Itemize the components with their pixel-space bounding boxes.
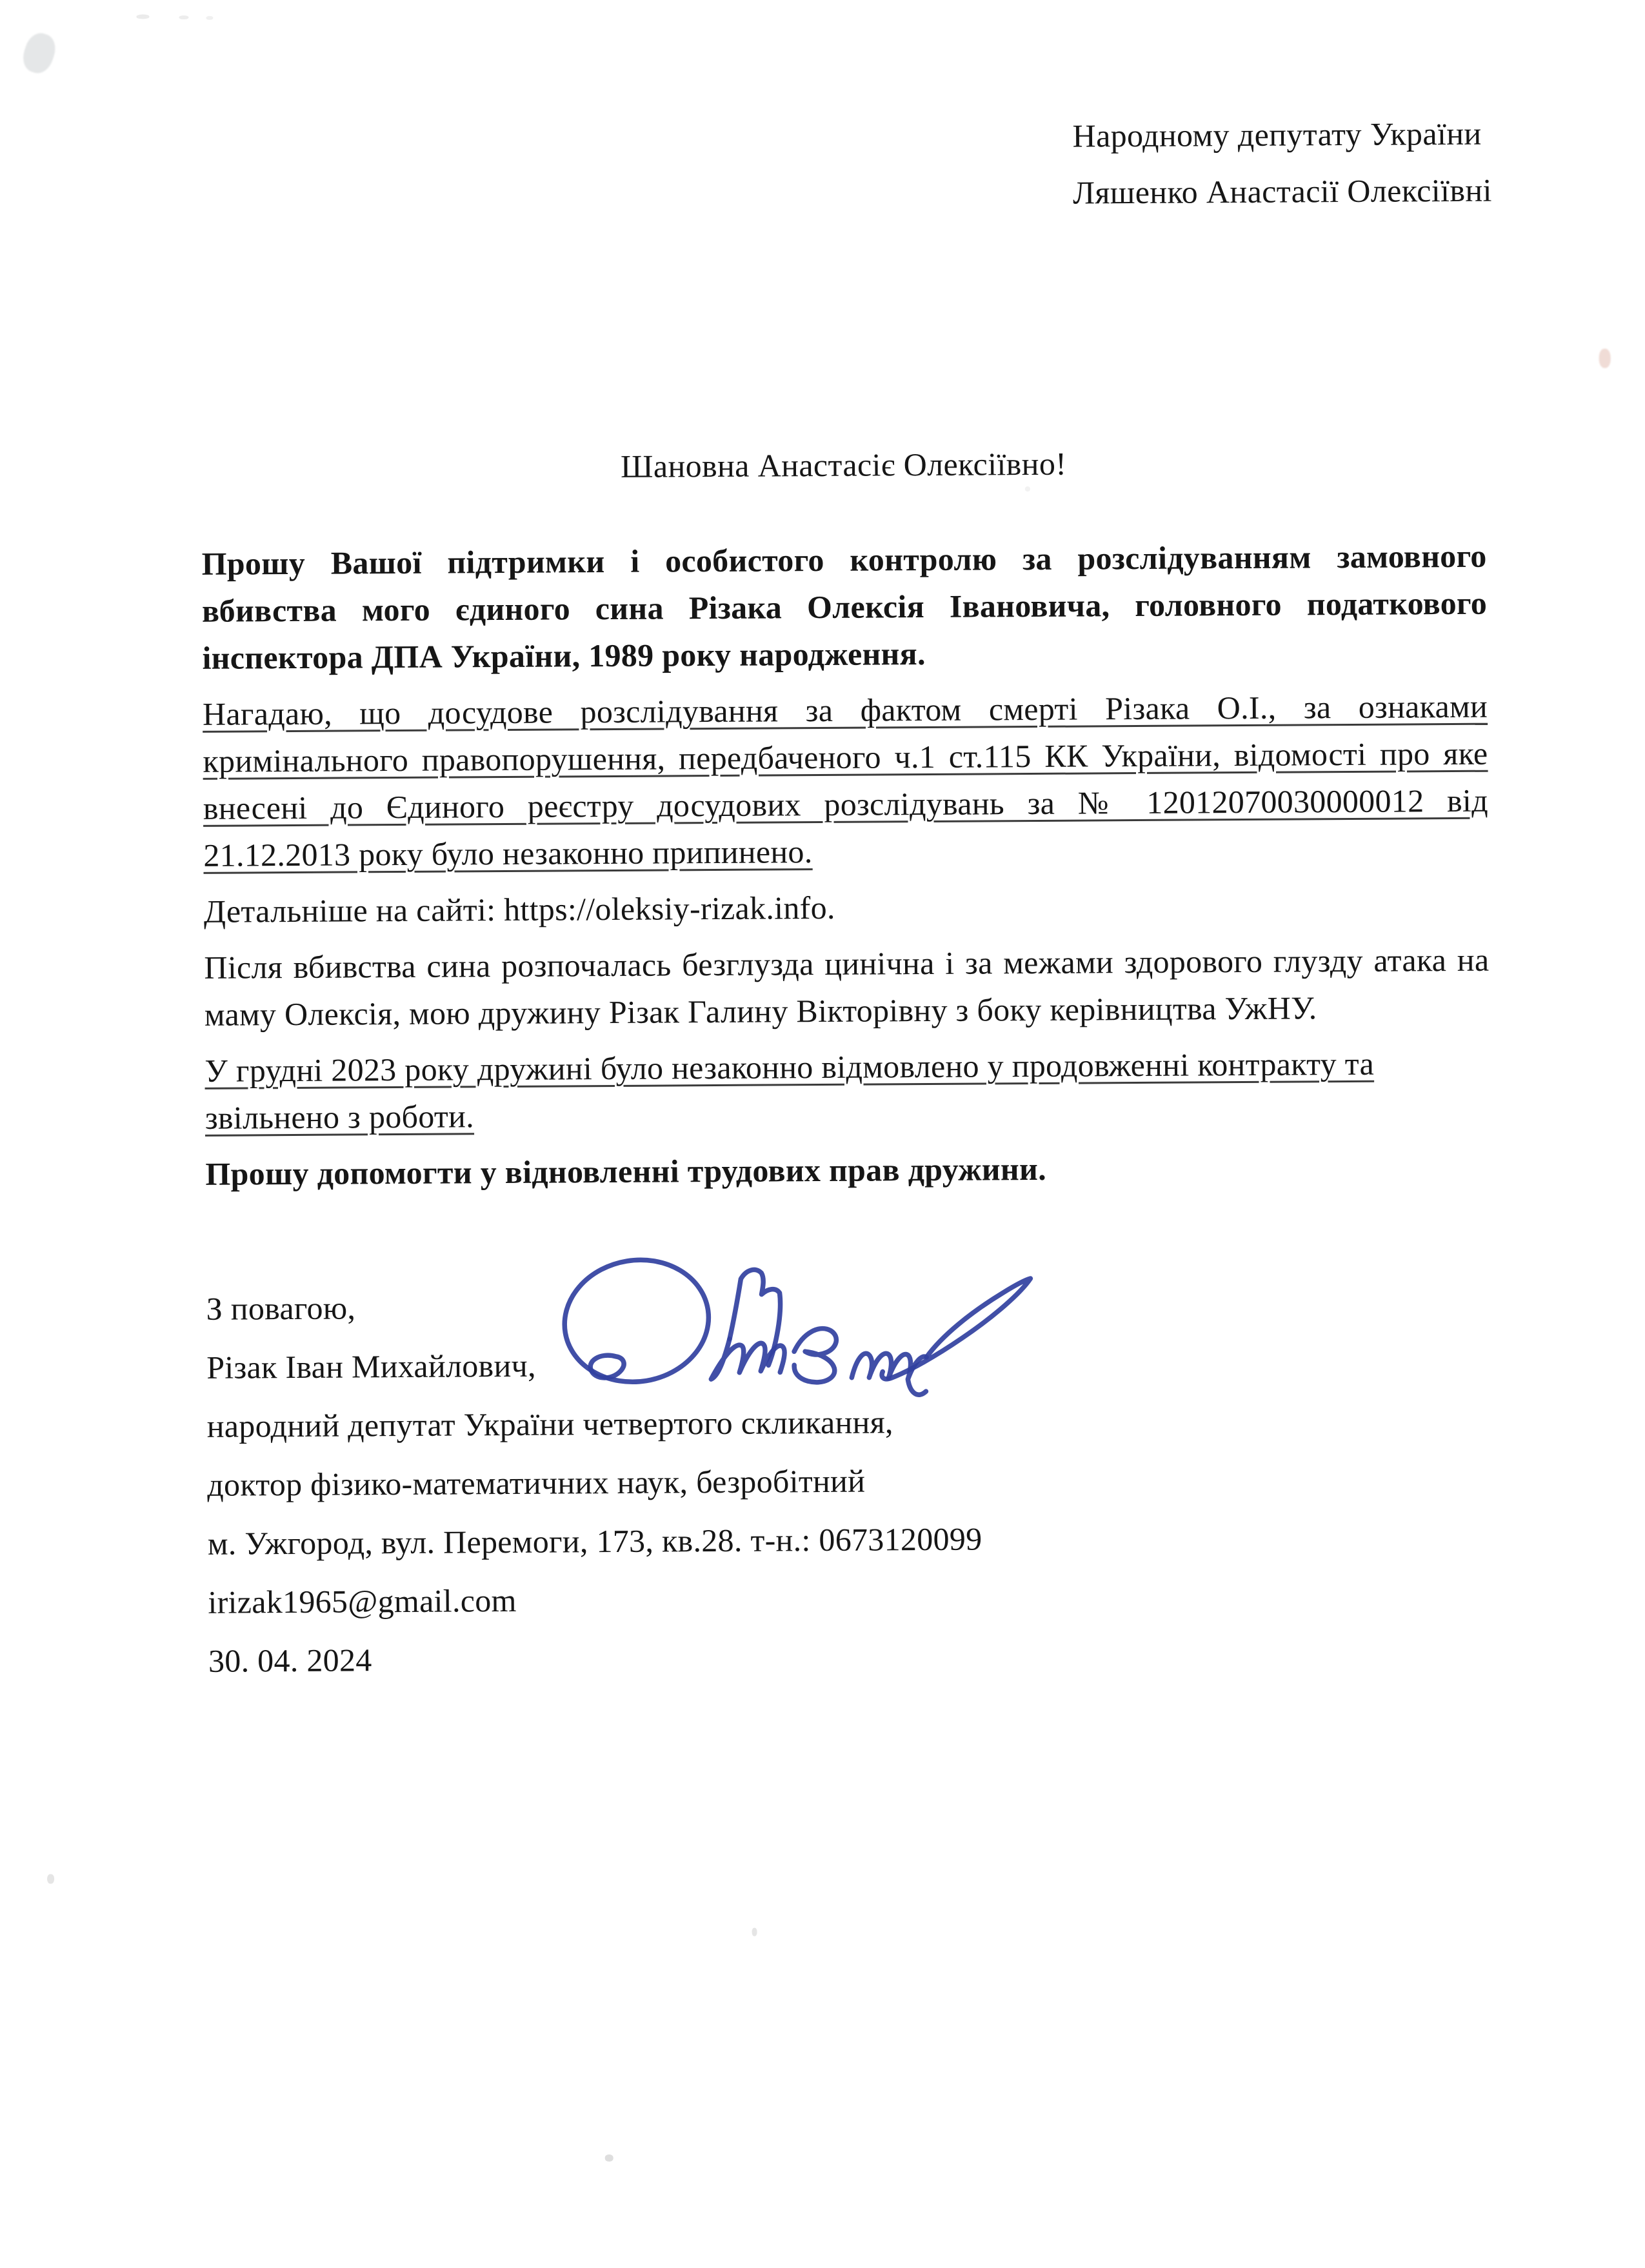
closing-email: irizak1965@gmail.com — [208, 1582, 517, 1620]
scan-artifact — [752, 1928, 757, 1936]
closing-block — [206, 1272, 1493, 1691]
scan-artifact — [206, 16, 213, 20]
paragraph-attack-on-mother: Після вбивства сина розпочалась безглузда цинічна і за межами здорового глузду атака на маму Олексія, мою дружину Різак Галину Вікторівну з боку керівництва УжНУ. — [204, 941, 1490, 1033]
paragraph-website-url: Детальніше на сайті: https://oleksiy-rizak.info. — [203, 889, 835, 930]
closing-title-doctor: доктор фізико-математичних наук, безробітний — [207, 1462, 866, 1503]
scan-artifact — [47, 1874, 54, 1884]
closing-address-phone: м. Ужгород, вул. Перемоги, 173, кв.28. т-н.: 0673120099 — [207, 1520, 982, 1562]
recipient-line-1: Народному депутату України — [1072, 115, 1482, 154]
scan-artifact — [1599, 349, 1611, 368]
closing-regards: З повагою, — [206, 1289, 356, 1327]
salutation: Шановна Анастасіє Олексіївно! — [620, 445, 1067, 484]
paragraph-help-request: Прошу допомогти у відновленні трудових прав дружини. — [205, 1150, 1047, 1192]
scan-artifact — [605, 2154, 613, 2162]
recipient-line-2: Ляшенко Анастасії Олексіївні — [1072, 172, 1493, 211]
scan-artifact — [179, 15, 188, 19]
closing-date: 30. 04. 2024 — [208, 1642, 372, 1679]
scan-artifact — [19, 30, 59, 77]
paragraph-contract-termination: У грудні 2023 року дружині було незаконно відмовлено у продовженні контракту та звільнено з роботи. — [204, 1045, 1375, 1136]
scan-artifact — [1025, 486, 1030, 492]
letter-body — [201, 533, 1490, 1207]
scan-artifact — [136, 14, 149, 19]
closing-title-deputy: народний депутат України четвертого скликання, — [206, 1404, 893, 1444]
recipient-block — [1072, 104, 1563, 221]
closing-sender-name: Різак Іван Михайлович, — [206, 1347, 536, 1386]
paragraph-request-support: Прошу Вашої підтримки і особистого контролю за розслідуванням замовного вбивства мого єдиного сина Різака Олексія Івановича, головного податкового інспектора ДПА України, 1989 року народження. — [201, 537, 1488, 676]
paragraph-investigation-reminder: Нагадаю, що досудове розслідування за фактом смерті Різака О.І., за ознаками кримінального правопорушення, передбаченого ч.1 ст.115 КК України, відомості про яке внесені до Єдиного реєстру досудових розслідувань за № 12012070030000012 від 21.12.2013 року було незаконно припинено. — [202, 688, 1489, 873]
